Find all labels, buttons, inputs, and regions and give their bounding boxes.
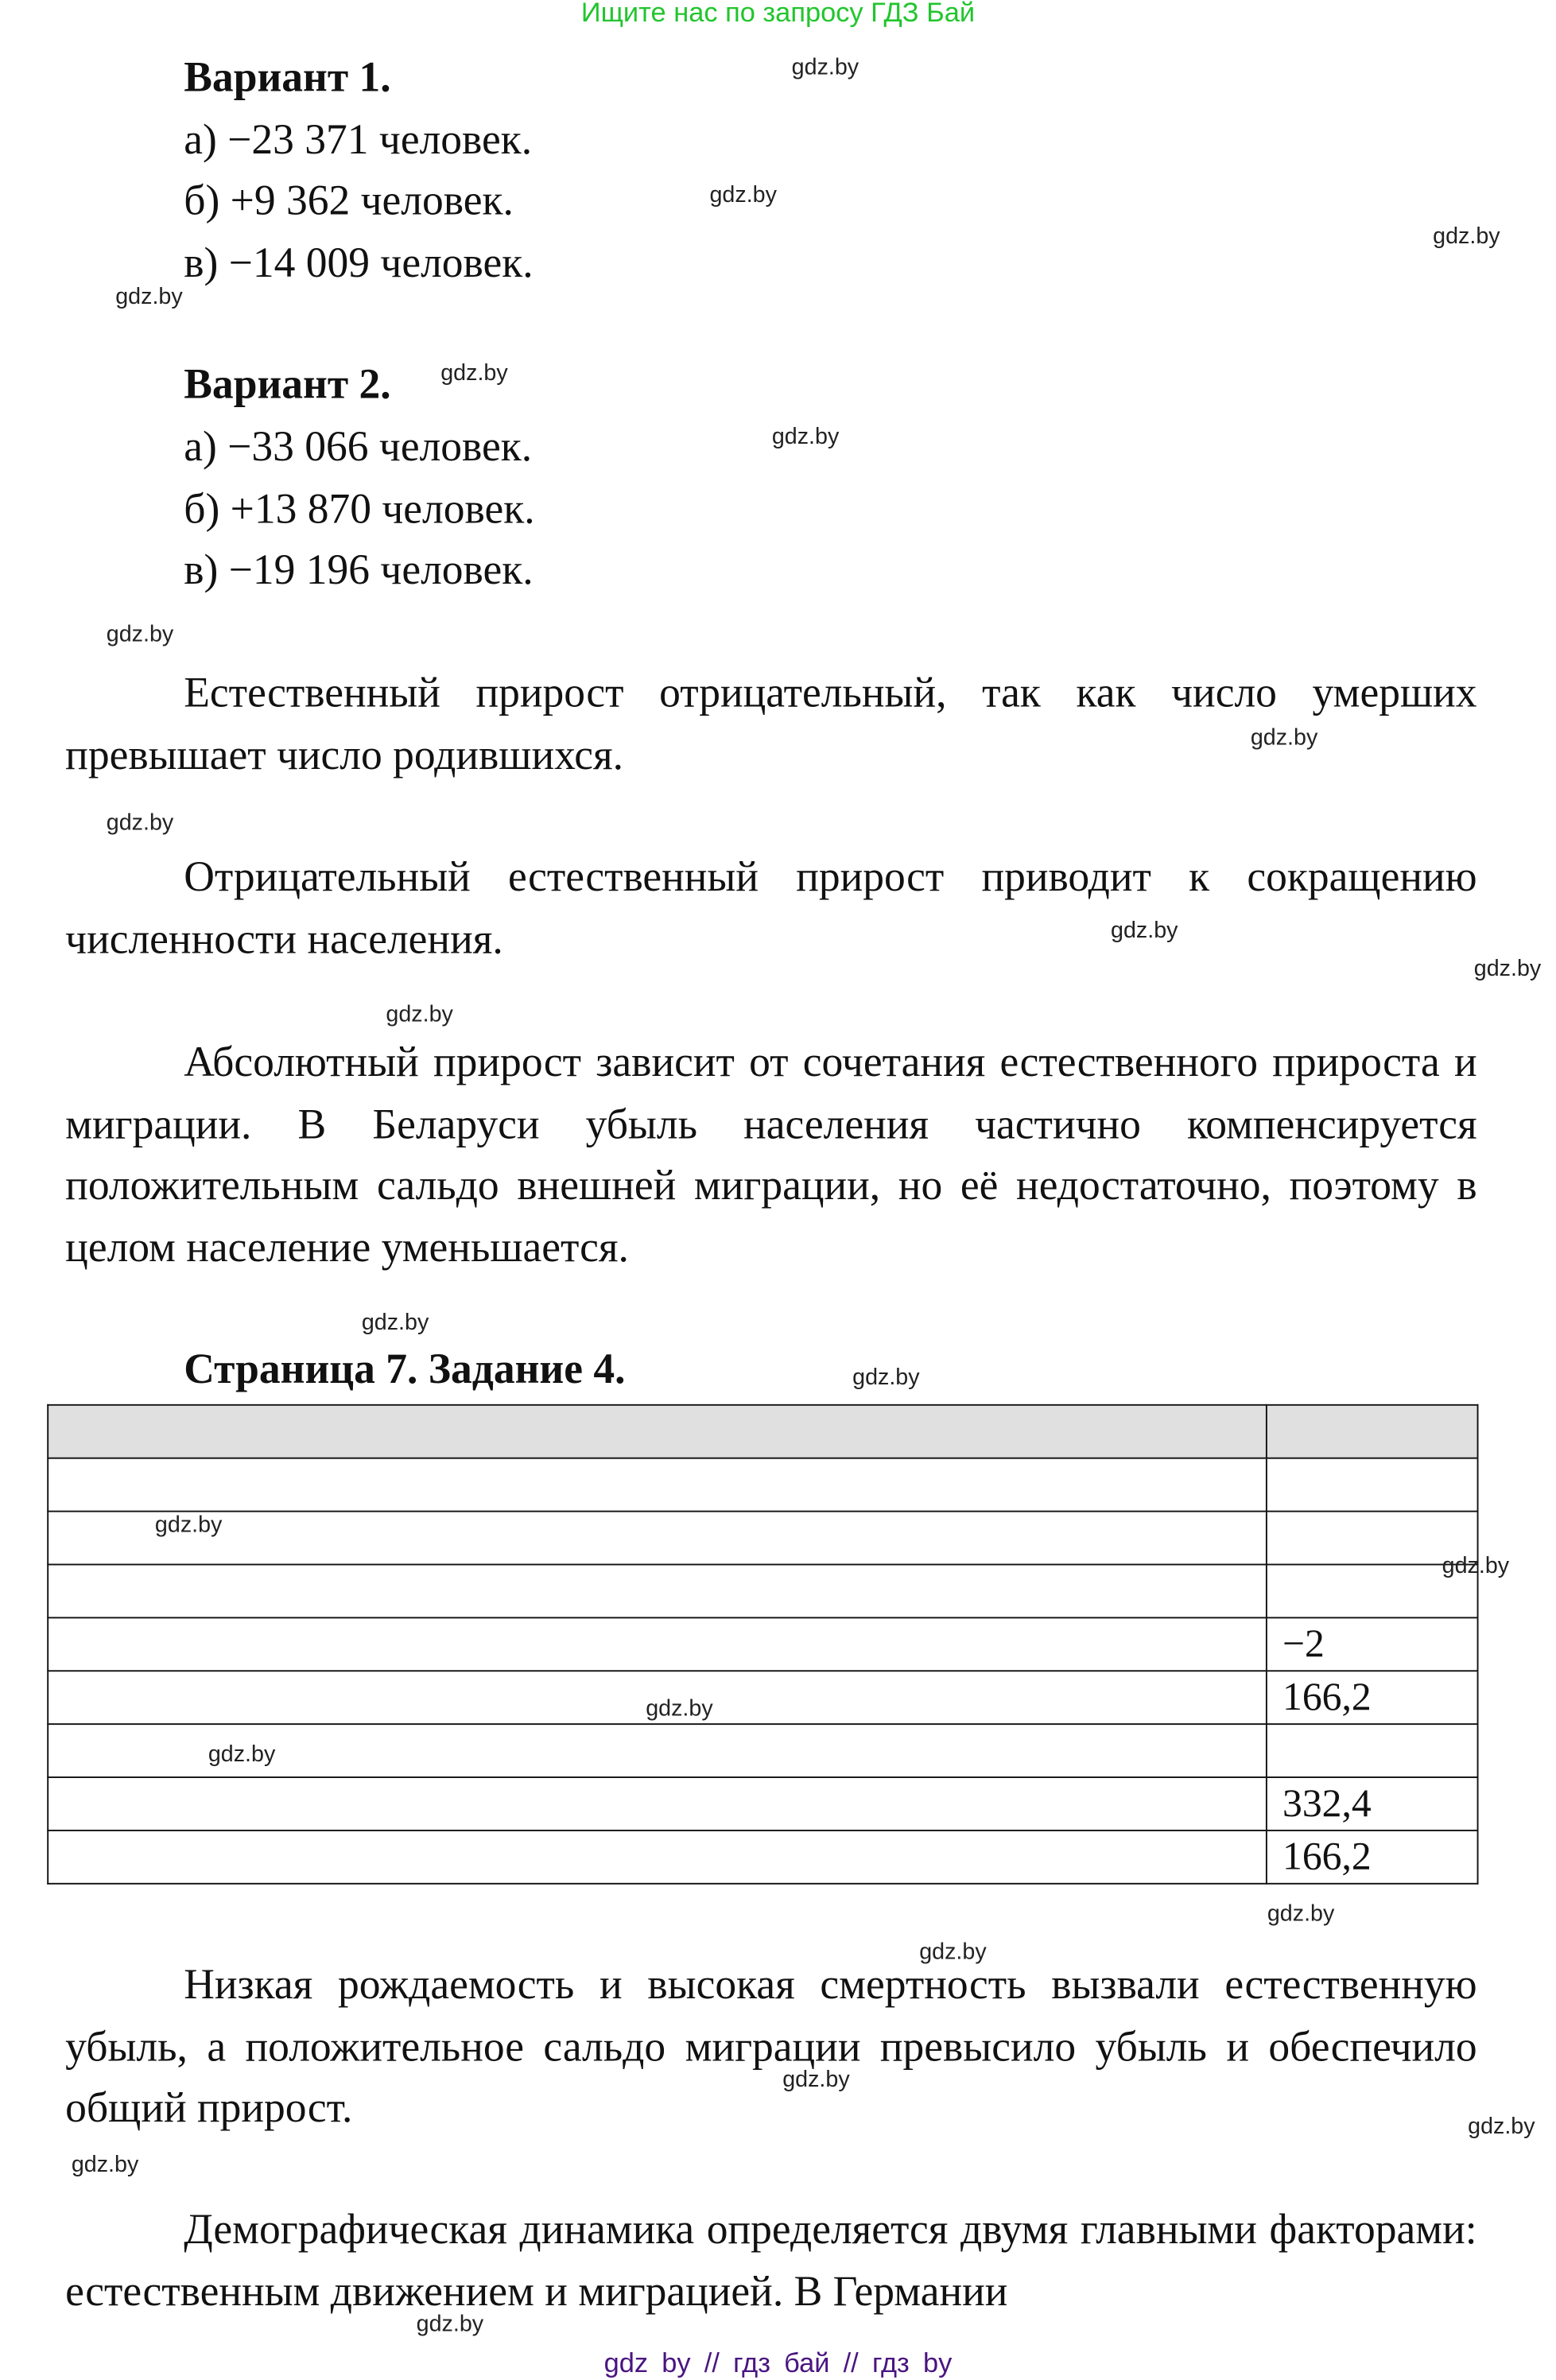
- watermark: gdz.by: [646, 1695, 713, 1722]
- watermark: gdz.by: [1442, 1553, 1510, 1579]
- watermark: gdz.by: [1250, 724, 1318, 751]
- variant1-item-b: б) +9 362 человек.: [184, 177, 514, 225]
- table-cell: [1267, 1405, 1478, 1458]
- watermark: gdz.by: [208, 1741, 276, 1768]
- table-cell: [48, 1777, 1267, 1831]
- watermark: gdz.by: [791, 54, 859, 81]
- variant1-item-c: в) −14 009 человек.: [184, 239, 534, 288]
- search-banner[interactable]: Ищите нас по запросу ГДЗ Бай: [580, 0, 976, 28]
- table-cell: −2: [1267, 1617, 1478, 1671]
- watermark: gdz.by: [106, 621, 174, 648]
- variant2-item-c: в) −19 196 человек.: [184, 546, 534, 595]
- table-cell: 166,2: [1267, 1831, 1478, 1884]
- paragraph-1: Естественный прирост отрицательный, так как число умерших превышает число родившихся.: [65, 670, 1477, 779]
- paragraph-5: Демографическая динамика определяется двумя главными факторами: естественным движением и миграцией. В Германии: [65, 2206, 1477, 2316]
- table-cell: [48, 1617, 1267, 1671]
- watermark: gdz.by: [1267, 1901, 1335, 1928]
- footer-links[interactable]: gdz by // гдз бай // гдз by: [603, 2347, 953, 2378]
- table-cell: [48, 1831, 1267, 1884]
- watermark: gdz.by: [709, 182, 777, 208]
- watermark: gdz.by: [440, 359, 508, 386]
- table-cell: 332,4: [1267, 1777, 1478, 1831]
- watermark: gdz.by: [1433, 223, 1500, 250]
- table-cell: [48, 1458, 1267, 1512]
- data-table: [47, 1404, 1478, 1885]
- variant1-title: Вариант 1.: [184, 54, 391, 103]
- table-cell: [1267, 1724, 1478, 1777]
- table-cell: [48, 1405, 1267, 1458]
- paragraph-4: Низкая рождаемость и высокая смертность вызвали естественную убыль, а положительное сальдо миграции превысило убыль и обеспечило общий прирост.: [65, 1962, 1477, 2133]
- watermark: gdz.by: [771, 424, 840, 450]
- section-title: Страница 7. Задание 4.: [184, 1346, 626, 1394]
- watermark: gdz.by: [416, 2311, 484, 2338]
- variant2-item-a: а) −33 066 человек.: [184, 424, 533, 472]
- watermark: gdz.by: [782, 2067, 850, 2093]
- table-row: [48, 1831, 1477, 1884]
- paragraph-2: Отрицательный естественный прирост приводит к сокращению численности населения.: [65, 854, 1477, 963]
- watermark: gdz.by: [361, 1310, 429, 1336]
- variant1-item-a: а) −23 371 человек.: [184, 117, 533, 165]
- watermark: gdz.by: [1111, 918, 1178, 944]
- watermark: gdz.by: [1473, 956, 1542, 982]
- table-cell: [48, 1564, 1267, 1617]
- table-header-row: [48, 1405, 1477, 1458]
- watermark: gdz.by: [154, 1512, 223, 1539]
- table-row: [48, 1564, 1477, 1617]
- variant2-title: Вариант 2.: [184, 361, 391, 410]
- watermark: gdz.by: [106, 810, 174, 837]
- table-row: [48, 1512, 1477, 1565]
- table-cell: [1267, 1458, 1478, 1512]
- paragraph-3: Абсолютный прирост зависит от сочетания естественного прироста и миграции. В Беларуси убыль населения частично компенсируется положительным сальдо внешней миграции, но её недостаточно, поэтому в целом население уменьшается.: [65, 1039, 1477, 1272]
- variant2-item-b: б) +13 870 человек.: [184, 486, 535, 534]
- watermark: gdz.by: [1468, 2114, 1535, 2140]
- watermark: gdz.by: [386, 1001, 453, 1027]
- watermark: gdz.by: [71, 2152, 139, 2178]
- watermark: gdz.by: [919, 1939, 987, 1966]
- table-row: [48, 1458, 1477, 1512]
- table-row: [48, 1671, 1477, 1724]
- table-cell: 166,2: [1267, 1671, 1478, 1724]
- watermark: gdz.by: [852, 1365, 920, 1391]
- table-cell: [48, 1512, 1267, 1565]
- watermark: gdz.by: [115, 284, 183, 310]
- table-row: [48, 1617, 1477, 1671]
- table-row: [48, 1777, 1477, 1831]
